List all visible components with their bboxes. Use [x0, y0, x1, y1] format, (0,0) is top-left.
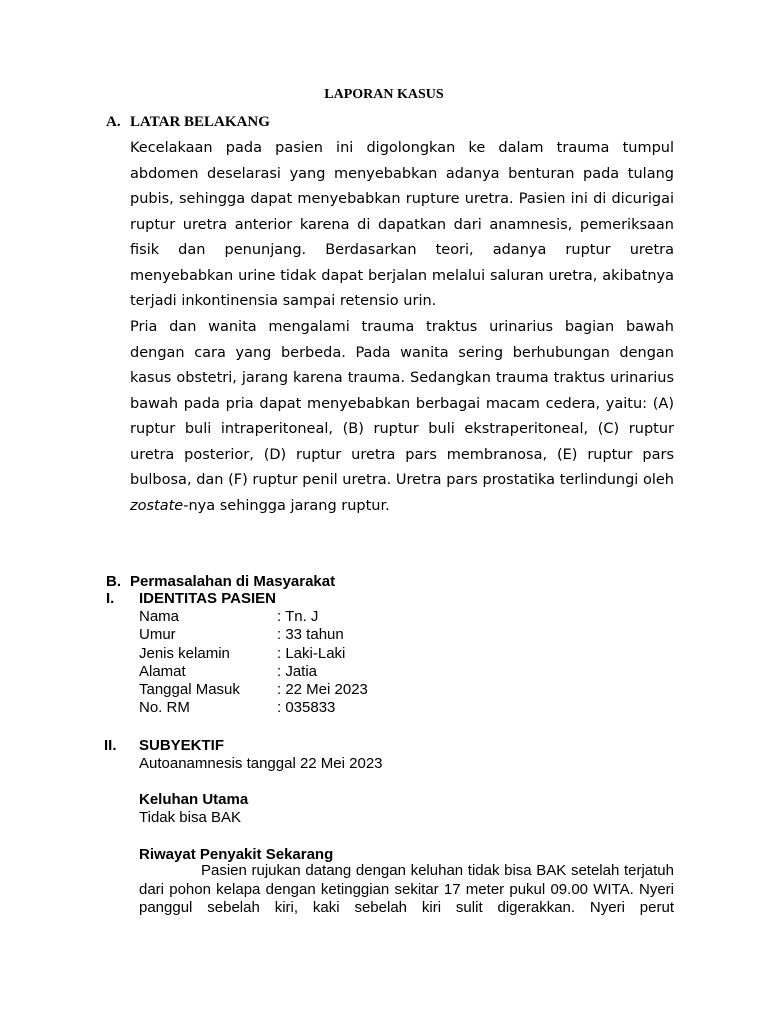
identity-label: Jenis kelamin — [139, 644, 230, 662]
present-illness-heading: Riwayat Penyakit Sekarang — [139, 846, 334, 863]
identity-row-admission-date — [139, 681, 368, 699]
section-a-heading — [106, 114, 270, 131]
chief-complaint-heading: Keluhan Utama — [139, 791, 249, 808]
identity-value: : 22 Mei 2023 — [277, 681, 368, 699]
present-illness-text: Pasien rujukan datang dengan keluhan tidak bisa BAK setelah terjatuh dari pohon kelapa dengan ketinggian sekitar 17 meter pukul 09.00 WITA. Nyeri panggul sebelah kiri, kaki sebelah kiri sulit digerakkan. Nyeri perut — [139, 862, 674, 916]
section-a-title: LATAR BELAKANG — [130, 114, 270, 130]
chief-complaint-value: Tidak bisa BAK — [139, 809, 241, 826]
identity-value: : Laki-Laki — [277, 644, 346, 662]
identity-value: : 33 tahun — [277, 626, 344, 644]
identitas-heading: IDENTITAS PASIEN — [139, 590, 276, 607]
identity-label: Alamat — [139, 662, 186, 680]
autoanamnesis-line: Autoanamnesis tanggal 22 Mei 2023 — [139, 755, 383, 772]
section-b-title: Permasalahan di Masyarakat — [130, 573, 336, 590]
identity-value: : Jatia — [277, 662, 318, 680]
identity-label: Tanggal Masuk — [139, 681, 240, 699]
identity-label: Nama — [139, 608, 180, 625]
identity-row-address — [139, 663, 368, 681]
paragraph-2-text-end: -nya sehingga jarang ruptur. — [183, 497, 390, 514]
patient-identity-table — [139, 608, 368, 718]
identity-value: : Tn. J — [277, 608, 319, 625]
identity-label: Umur — [139, 626, 176, 644]
identity-row-gender — [139, 645, 368, 663]
paragraph-2-text: Pria dan wanita mengalami trauma traktus urinarius bagian bawah dengan cara yang berbeda. Pada wanita sering berhubungan dengan kasus obstetri, jarang karena trauma. Sedangkan trauma traktus urinarius bawah pada pria dapat menyebabkan berbagai macam cedera, yaitu: (A) ruptur buli intraperitoneal, (B) ruptur buli ekstraperitoneal, (C) ruptur uretra posterior, (D) ruptur uretra pars membranosa, (E) ruptur pars bulbosa, dan (F) ruptur penil uretra. Uretra pars prostatika terlindungi oleh — [130, 319, 674, 488]
identity-value: : 035833 — [277, 699, 336, 717]
identity-row-name — [139, 608, 368, 626]
section-a-number: A. — [106, 114, 121, 130]
report-title: LAPORAN KASUS — [324, 87, 444, 102]
subyektif-heading: SUBYEKTIF — [139, 737, 225, 754]
section-b-heading — [106, 573, 335, 590]
identity-row-age — [139, 626, 368, 644]
section-b-number: B. — [106, 573, 121, 590]
identitas-number: I. — [106, 590, 115, 607]
identity-row-medical-record — [139, 699, 368, 717]
subyektif-number: II. — [104, 737, 117, 754]
background-paragraph-2 — [130, 315, 674, 519]
paragraph-2-italic-term: zostate — [130, 497, 184, 514]
background-paragraph-1: Kecelakaan pada pasien ini digolongkan ke dalam trauma tumpul abdomen deselarasi yang menyebabkan adanya benturan pada tulang pubis, sehingga dapat menyebabkan rupture uretra. Pasien ini di dicurigai ruptur uretra anterior karena di dapatkan dari anamnesis, pemeriksaan fisik dan penunjang. Berdasarkan teori, adanya ruptur uretra menyebabkan urine tidak dapat berjalan melalui saluran uretra, akibatnya terjadi inkontinensia sampai retensio urin. — [130, 140, 674, 309]
identity-label: No. RM — [139, 699, 190, 717]
